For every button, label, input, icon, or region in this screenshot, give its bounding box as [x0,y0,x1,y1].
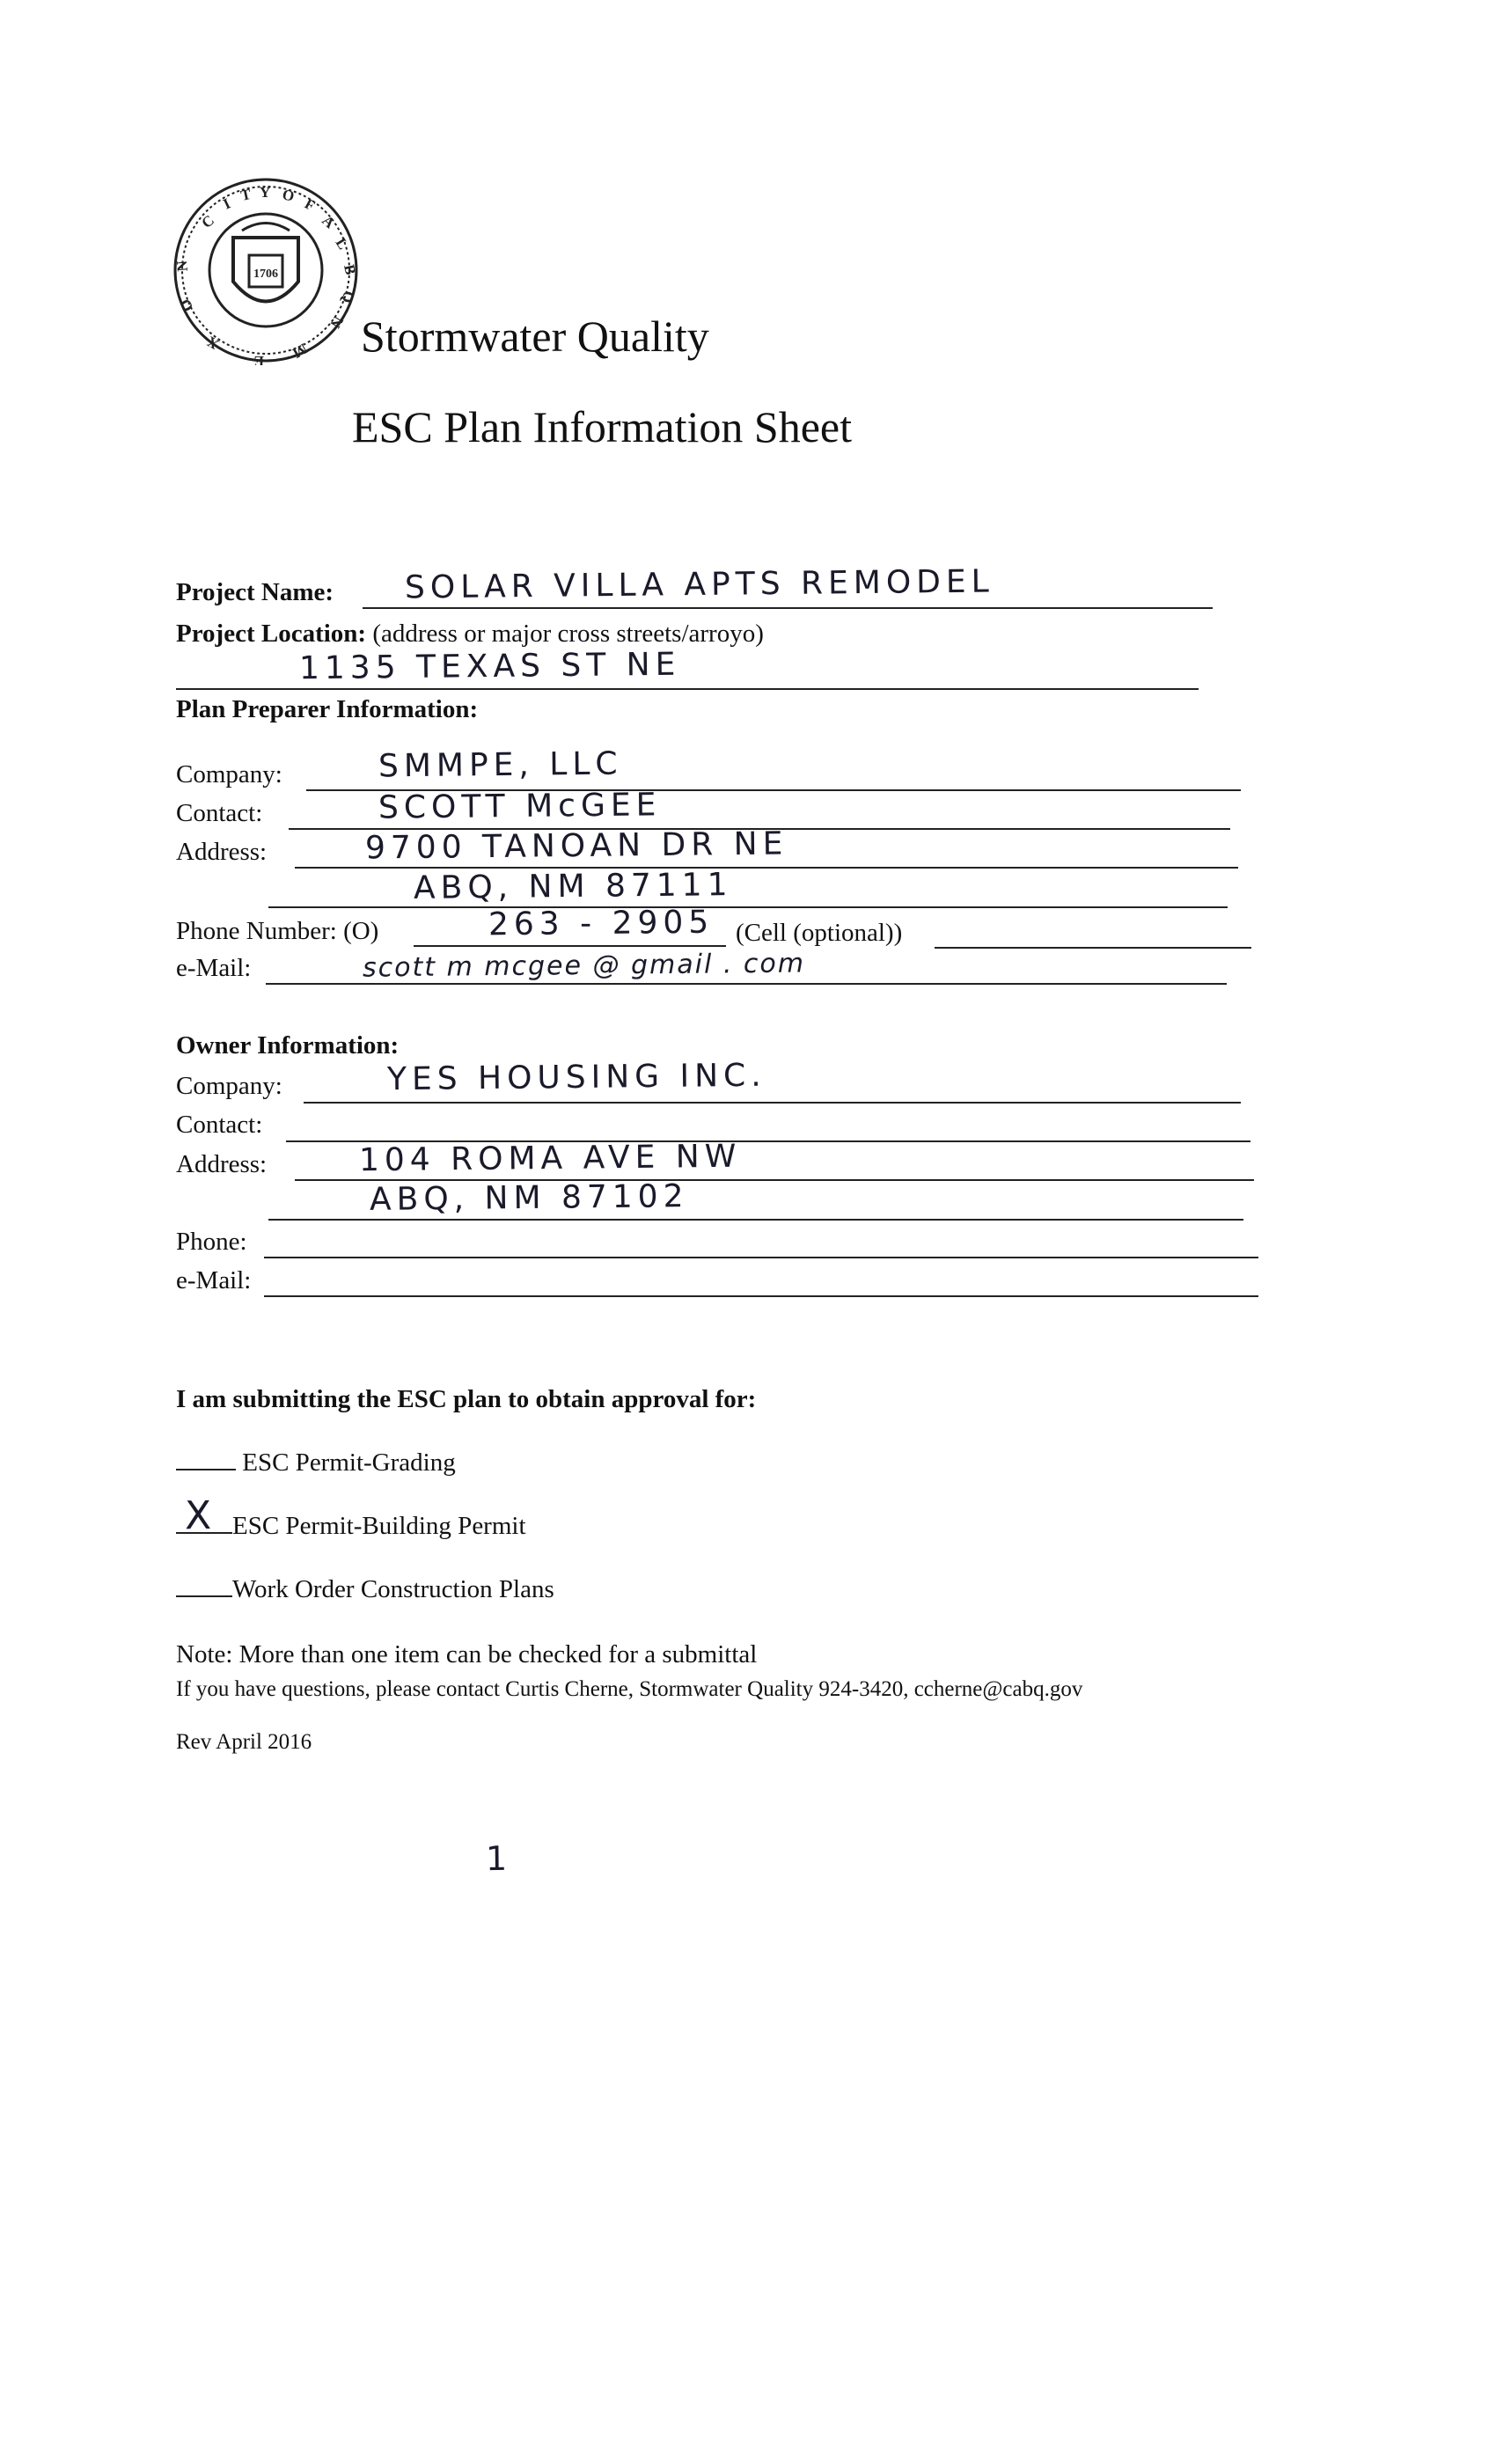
project-location-value[interactable]: 1135 TEXAS ST NE [298,646,681,687]
owner-email-line [264,1295,1258,1297]
city-seal-logo [172,176,361,365]
option-esc-building-permit-mark: X [184,1492,217,1539]
preparer-address-line2 [268,906,1228,908]
preparer-contact-label: Contact: [176,799,263,827]
option-work-order-blank[interactable] [176,1574,232,1597]
option-esc-building-permit-blank[interactable] [176,1492,232,1539]
project-location-label-row [176,618,764,649]
svg-text:Q: Q [338,290,357,304]
preparer-phone-value[interactable]: 263 - 2905 [488,904,715,943]
approval-heading: I am submitting the ESC plan to obtain approval for: [176,1385,757,1413]
preparer-email-value[interactable]: scott m mcgee @ gmail . com [362,948,806,984]
preparer-heading: Plan Preparer Information: [176,695,479,723]
title-esc-plan-information-sheet: ESC Plan Information Sheet [352,402,852,451]
svg-text:O: O [281,186,297,205]
svg-text:O: O [176,296,197,315]
option-esc-grading-blank[interactable] [176,1448,236,1470]
owner-phone-line [264,1257,1258,1258]
svg-text:I: I [220,194,233,213]
option-esc-building-permit[interactable] [176,1492,526,1542]
svg-text:E: E [253,353,264,365]
svg-text:L: L [332,235,352,253]
option-esc-grading-label: ESC Permit-Grading [242,1448,456,1477]
option-esc-building-permit-label: ESC Permit-Building Permit [232,1512,526,1540]
page-number: 1 [485,1838,513,1879]
svg-text:A: A [319,211,339,232]
svg-text:N: N [326,313,347,332]
preparer-address-label: Address: [176,838,268,866]
svg-text:C: C [198,211,217,232]
option-work-order[interactable] [176,1573,554,1605]
owner-contact-label: Contact: [176,1111,263,1139]
preparer-address-line2-value[interactable]: ABQ, NM 87111 [413,867,733,906]
preparer-phone-line [414,945,726,947]
project-location-hint: (address or major cross streets/arroyo) [372,620,764,648]
svg-text:F: F [302,194,319,215]
svg-text:Y: Y [260,184,271,201]
project-name-label: Project Name: [176,578,334,606]
owner-heading: Owner Information: [176,1031,400,1060]
owner-company-line [304,1102,1241,1104]
submittal-note: Note: More than one item can be checked for a submittal [176,1640,758,1668]
svg-text:T: T [238,185,253,204]
preparer-address-line1 [295,867,1238,869]
svg-text:X: X [203,333,222,353]
preparer-company-label: Company: [176,760,282,788]
owner-email-label: e-Mail: [176,1266,252,1294]
svg-text:1706: 1706 [253,268,278,281]
option-esc-grading[interactable] [176,1447,456,1478]
contact-line: If you have questions, please contact Curtis Cherne, Stormwater Quality 924-3420, ccherne@cabq.gov [176,1677,1083,1701]
owner-company-value[interactable]: YES HOUSING INC. [386,1057,766,1098]
project-location-line [176,688,1199,690]
project-location-label: Project Location: [176,620,367,648]
option-work-order-label: Work Order Construction Plans [232,1575,554,1603]
preparer-phone-label: Phone Number: (O) [176,917,379,945]
preparer-cell-label: (Cell (optional)) [736,919,903,947]
owner-address-line1-value[interactable]: 104 ROMA AVE NW [358,1138,742,1179]
project-name-value[interactable]: SOLAR VILLA APTS REMODEL [404,563,994,606]
svg-text:N: N [172,260,191,273]
preparer-email-label: e-Mail: [176,954,252,982]
owner-address-label: Address: [176,1150,268,1178]
owner-address-line2 [268,1219,1243,1221]
owner-company-label: Company: [176,1072,282,1100]
preparer-cell-line [935,947,1251,949]
title-stormwater-quality: Stormwater Quality [361,312,709,361]
revision-label: Rev April 2016 [176,1730,312,1754]
project-name-line [363,607,1213,609]
svg-text:B: B [341,262,360,276]
svg-text:M: M [290,340,311,363]
preparer-address-line1-value[interactable]: 9700 TANOAN DR NE [364,825,788,867]
owner-address-line2-value[interactable]: ABQ, NM 87102 [369,1178,689,1218]
preparer-contact-value[interactable]: SCOTT McGEE [378,787,662,826]
preparer-company-value[interactable]: SMMPE, LLC [378,745,623,785]
owner-phone-label: Phone: [176,1228,247,1256]
